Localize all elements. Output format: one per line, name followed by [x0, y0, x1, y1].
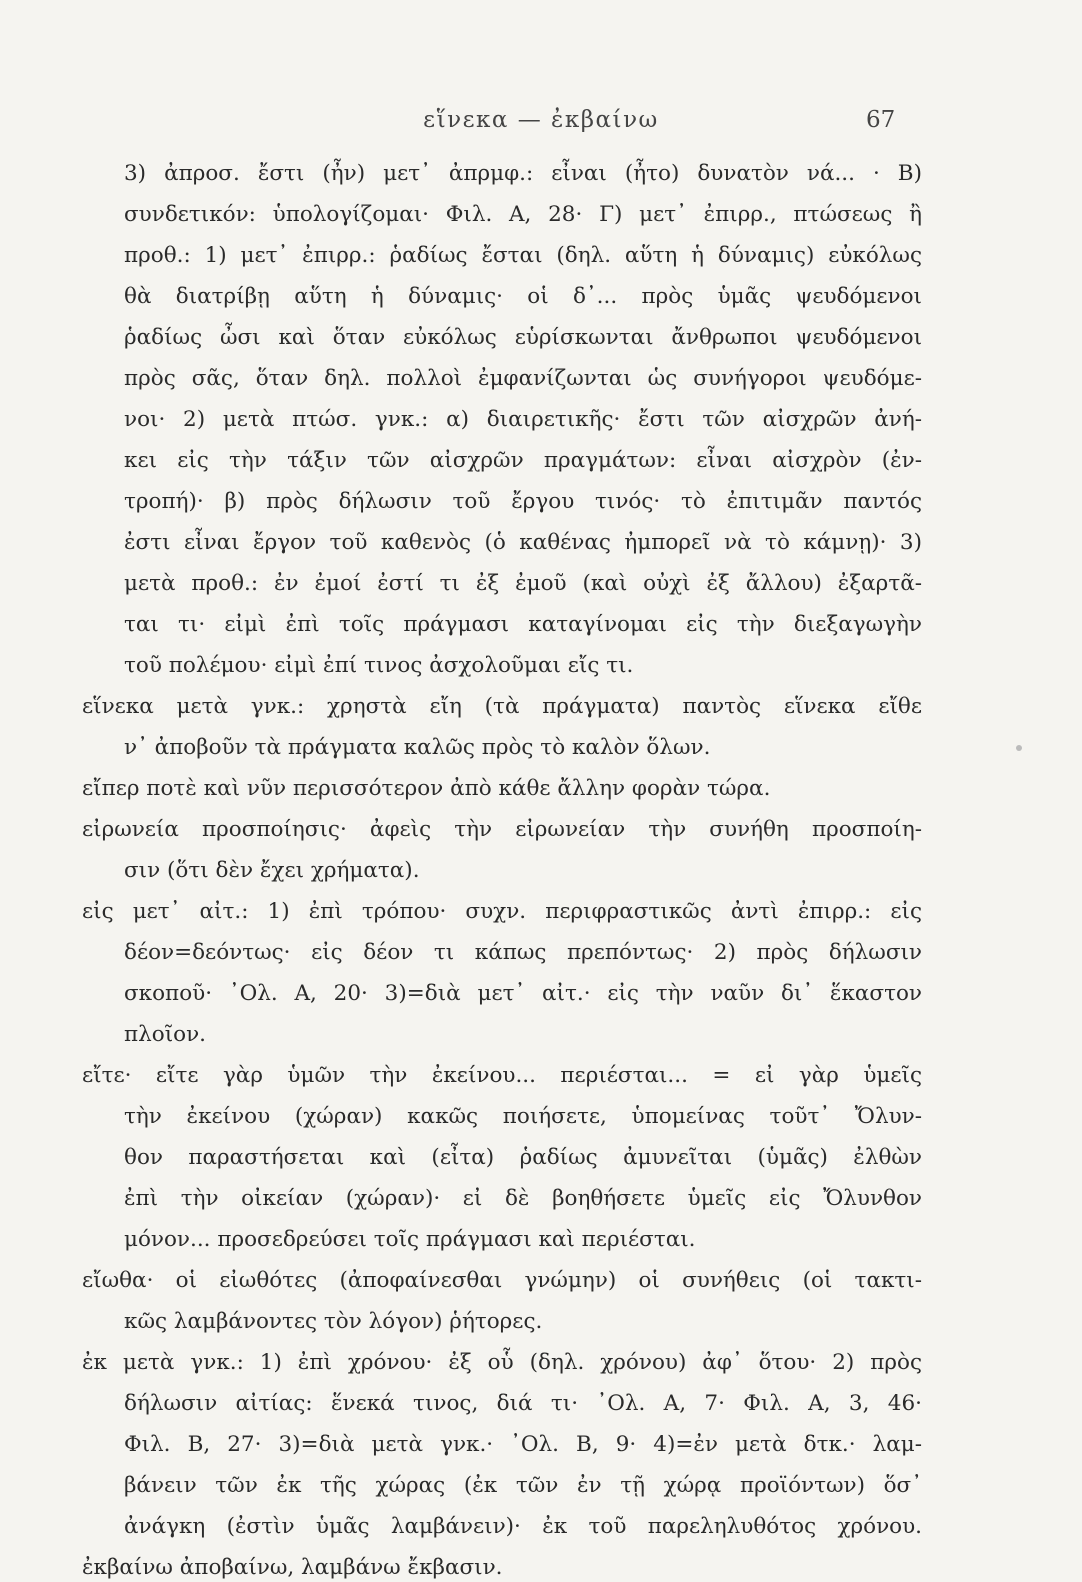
text-line: κῶς λαμβάνοντες τὸν λόγον) ῥήτορες.: [124, 1309, 543, 1334]
page-header: [0, 107, 1082, 137]
speck-mark: [1016, 745, 1022, 751]
text-line: συνδετικόν: ὑπολογίζομαι· Φιλ. Α, 28· Γ) μετ᾽ ἐπιρρ., πτώσεως ἢ: [124, 202, 922, 227]
text-line: θον παραστήσεται καὶ (εἶτα) ῥαδίως ἀμυνεῖται (ὑμᾶς) ἐλθὼν: [124, 1145, 922, 1170]
text-line: ῥαδίως ὦσι καὶ ὅταν εὐκόλως εὑρίσκωνται ἄνθρωποι ψευδόμενοι: [124, 325, 922, 350]
entry-line: ἐκβαίνω ἀποβαίνω, λαμβάνω ἔκβασιν.: [82, 1555, 503, 1580]
text-line: ἐπὶ τὴν οἰκείαν (χώραν)· εἰ δὲ βοηθήσετε ὑμεῖς εἰς Ὄλυνθον: [124, 1186, 922, 1211]
text-line: ἐστι εἶναι ἔργον τοῦ καθενὸς (ὁ καθένας ἠμπορεῖ νὰ τὸ κάμνῃ)· 3): [124, 530, 922, 555]
text-line: νοι· 2) μετὰ πτώσ. γνκ.: α) διαιρετικῆς· ἔστι τῶν αἰσχρῶν ἀνή-: [124, 407, 922, 432]
text-line: βάνειν τῶν ἐκ τῆς χώρας (ἐκ τῶν ἐν τῇ χώρᾳ προϊόντων) ὅσ᾽: [124, 1473, 922, 1498]
text-line: κει εἰς τὴν τάξιν τῶν αἰσχρῶν πραγμάτων: εἶναι αἰσχρὸν (ἐν-: [124, 448, 922, 473]
text-line: ἀνάγκη (ἐστὶν ὑμᾶς λαμβάνειν)· ἐκ τοῦ παρεληλυθότος χρόνου.: [124, 1514, 922, 1539]
text-line: σκοποῦ· ᾿Ολ. Α, 20· 3)=διὰ μετ᾽ αἰτ.· εἰς τὴν ναῦν δι᾽ ἕκαστον: [124, 981, 922, 1006]
entry-line: εἴπερ ποτὲ καὶ νῦν περισσότερον ἀπὸ κάθε ἄλλην φορὰν τώρα.: [82, 776, 771, 801]
text-line: σιν (ὅτι δὲν ἔχει χρήματα).: [124, 858, 420, 883]
text-line: ται τι· εἰμὶ ἐπὶ τοῖς πράγμασι καταγίνομαι εἰς τὴν διεξαγωγὴν: [124, 612, 922, 637]
text-line: μόνον... προσεδρεύσει τοῖς πράγμασι καὶ περιέσται.: [124, 1227, 696, 1252]
text-line: δέον=δεόντως· εἰς δέον τι κάπως πρεπόντως· 2) πρὸς δήλωσιν: [124, 940, 922, 965]
entry-line: ἐκ μετὰ γνκ.: 1) ἐπὶ χρόνου· ἐξ οὗ (δηλ. χρόνου) ἀφ᾽ ὅτου· 2) πρὸς: [82, 1350, 922, 1375]
entry-line: εἰρωνεία προσποίησις· ἀφεὶς τὴν εἰρωνείαν τὴν συνήθη προσποίη-: [82, 817, 922, 842]
running-head: εἵνεκα — ἐκβαίνω: [423, 107, 659, 133]
text-line: θὰ διατρίβῃ αὕτη ἡ δύναμις· οἱ δ᾽... πρὸς ὑμᾶς ψευδόμενοι: [124, 284, 922, 309]
text-line: Φιλ. Β, 27· 3)=διὰ μετὰ γνκ.· ᾿Ολ. Β, 9· 4)=ἐν μετὰ δτκ.· λαμ-: [124, 1432, 922, 1457]
text-line: τοῦ πολέμου· εἰμὶ ἐπί τινος ἀσχολοῦμαι εἴς τι.: [124, 653, 634, 678]
text-line: πλοῖον.: [124, 1022, 206, 1047]
entry-line: εἵνεκα μετὰ γνκ.: χρηστὰ εἴη (τὰ πράγματα) παντὸς εἵνεκα εἴθε: [82, 694, 922, 719]
entry-line: εἰς μετ᾽ αἰτ.: 1) ἐπὶ τρόπου· συχν. περιφραστικῶς ἀντὶ ἐπιρρ.: εἰς: [82, 899, 922, 924]
entry-line: εἴωθα· οἱ εἰωθότες (ἀποφαίνεσθαι γνώμην) οἱ συνήθεις (οἱ τακτι-: [82, 1268, 922, 1293]
page-number: 67: [866, 107, 896, 133]
text-line: τροπή)· β) πρὸς δήλωσιν τοῦ ἔργου τινός· τὸ ἐπιτιμᾶν παντός: [124, 489, 922, 514]
text-line: τὴν ἐκείνου (χώραν) κακῶς ποιήσετε, ὑπομείνας τοῦτ᾽ Ὄλυν-: [124, 1104, 922, 1129]
entry-line: εἴτε· εἴτε γὰρ ὑμῶν τὴν ἐκείνου... περιέσται... = εἰ γὰρ ὑμεῖς: [82, 1063, 922, 1088]
text-line: πρὸς σᾶς, ὅταν δηλ. πολλοὶ ἐμφανίζωνται ὡς συνήγοροι ψευδόμε-: [124, 366, 922, 391]
text-line: ν᾽ ἀποβοῦν τὰ πράγματα καλῶς πρὸς τὸ καλὸν ὅλων.: [124, 735, 711, 760]
text-line: δήλωσιν αἰτίας: ἕνεκά τινος, διά τι· ᾿Ολ. Α, 7· Φιλ. Α, 3, 46·: [124, 1391, 922, 1416]
text-line: 3) ἀπροσ. ἔστι (ἦν) μετ᾽ ἀπρμφ.: εἶναι (ἦτο) δυνατὸν νά... · Β): [124, 161, 922, 186]
text-line: προθ.: 1) μετ᾽ ἐπιρρ.: ῥαδίως ἔσται (δηλ. αὕτη ἡ δύναμις) εὐκόλως: [124, 243, 922, 268]
text-line: μετὰ προθ.: ἐν ἐμοί ἐστί τι ἐξ ἐμοῦ (καὶ οὐχὶ ἐξ ἄλλου) ἐξαρτᾶ-: [124, 571, 922, 596]
